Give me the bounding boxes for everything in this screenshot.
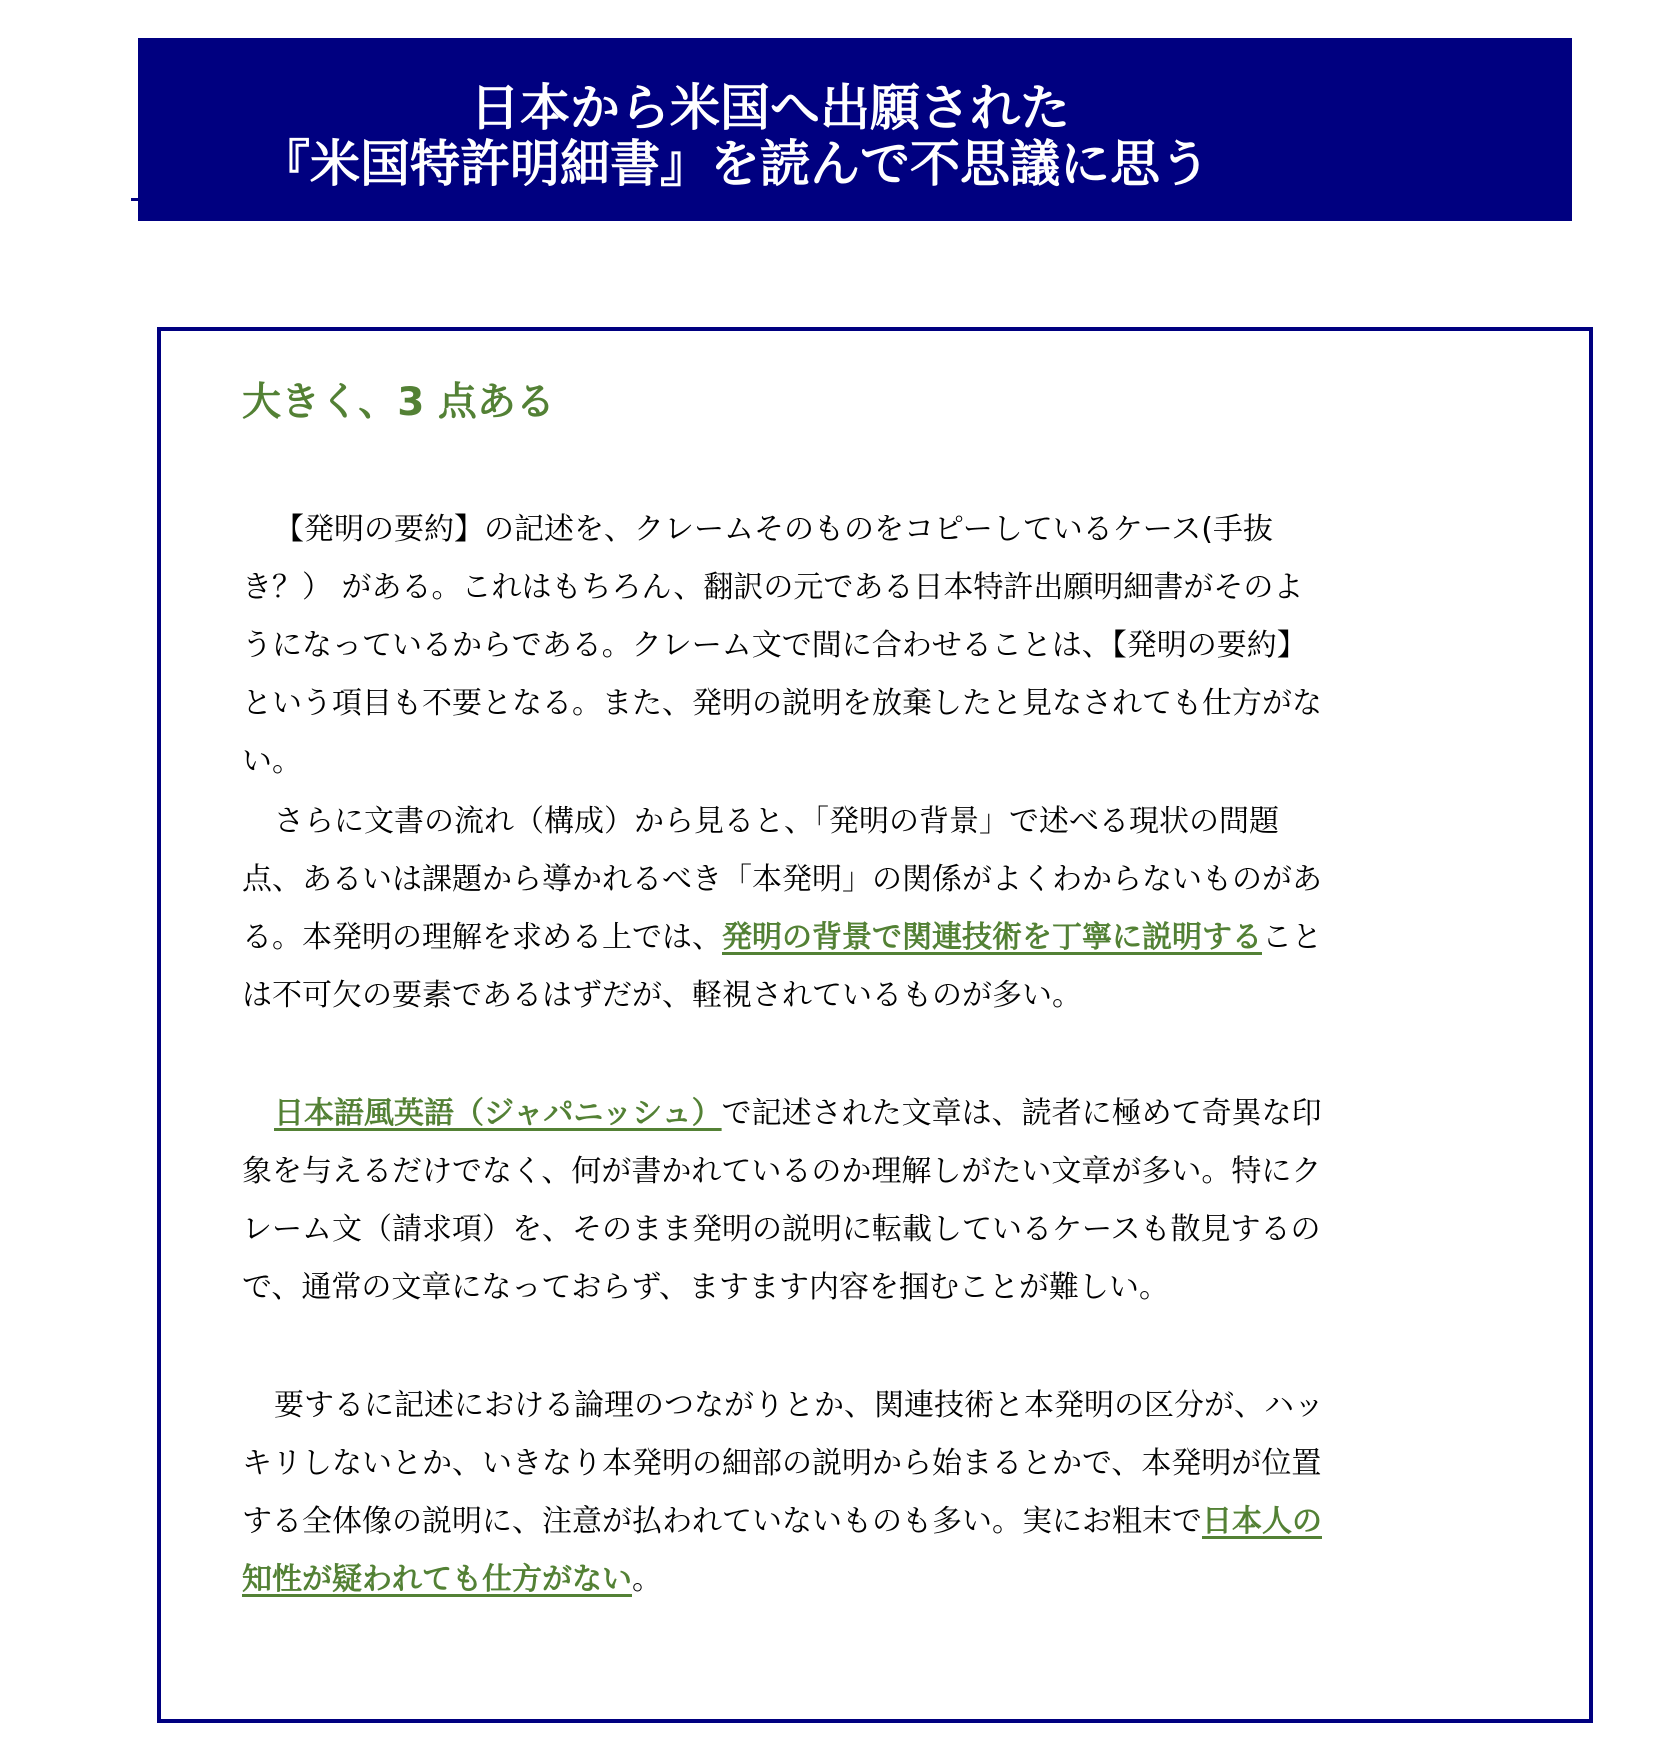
paragraph-text: で記述された文章は、読者に極めて奇異な印象を与えるだけでなく、何が書かれているのか理解しがたい文章が多い。特にクレーム文（請求項）を、そのまま発明の説明に転載しているケースも散見するので、通常の文章になっておらず、ますます内容を掴むことが難しい。 — [242, 1096, 1322, 1305]
paragraph-structure-issue — [242, 793, 1332, 1025]
paragraph-summary-issue — [242, 501, 1332, 791]
paragraph-text: 要するに記述における論理のつながりとか、関連技術と本発明の区分が、ハッキリしないとか、いきなり本発明の細部の説明から始まるとかで、本発明が位置する全体像の説明に、注意が払われていないものも多い。実にお粗末で — [242, 1388, 1324, 1539]
paragraph-text: さらに文書の流れ（構成）から見ると、「発明の背景」で述べる現状の問題点、あるいは課題から導かれるべき「本発明」の関係がよくわからないものがある。本発明の理解を求める上では、 — [242, 804, 1322, 955]
japanish-link[interactable]: 日本語風英語（ジャパニッシュ） — [274, 1096, 722, 1131]
intellect-doubted-link[interactable]: 日本人の知性が疑われても仕方がない — [242, 1504, 1322, 1597]
paragraph-text: 。 — [632, 1562, 662, 1597]
section-heading: 大きく、3 点ある — [242, 380, 555, 425]
paragraph-japanish-issue — [242, 1085, 1332, 1317]
paragraph-text: 【発明の要約】の記述を、クレームそのものをコピーしているケース(手抜き？） がある。これはもちろん、翻訳の元である日本特許出願明細書がそのようになっているからである。クレーム文で間に合わせることは、【発明の要約】という項目も不要となる。また、発明の説明を放棄したと見なされても仕方がない。 — [242, 512, 1322, 779]
title-line-2: 『米国特許明細書』を読んで不思議に思う — [260, 135, 1210, 193]
title-line-1: 日本から米国へ出願された — [470, 79, 1070, 137]
content-box — [157, 327, 1593, 1723]
background-explanation-link[interactable]: 発明の背景で関連技術を丁寧に説明する — [722, 920, 1262, 955]
title-banner — [138, 38, 1572, 221]
paragraph-logic-issue — [242, 1377, 1332, 1609]
banner-corner-mark — [131, 198, 139, 201]
paragraph-text: ことは不可欠の要素であるはずだが、軽視されているものが多い。 — [242, 920, 1322, 1013]
